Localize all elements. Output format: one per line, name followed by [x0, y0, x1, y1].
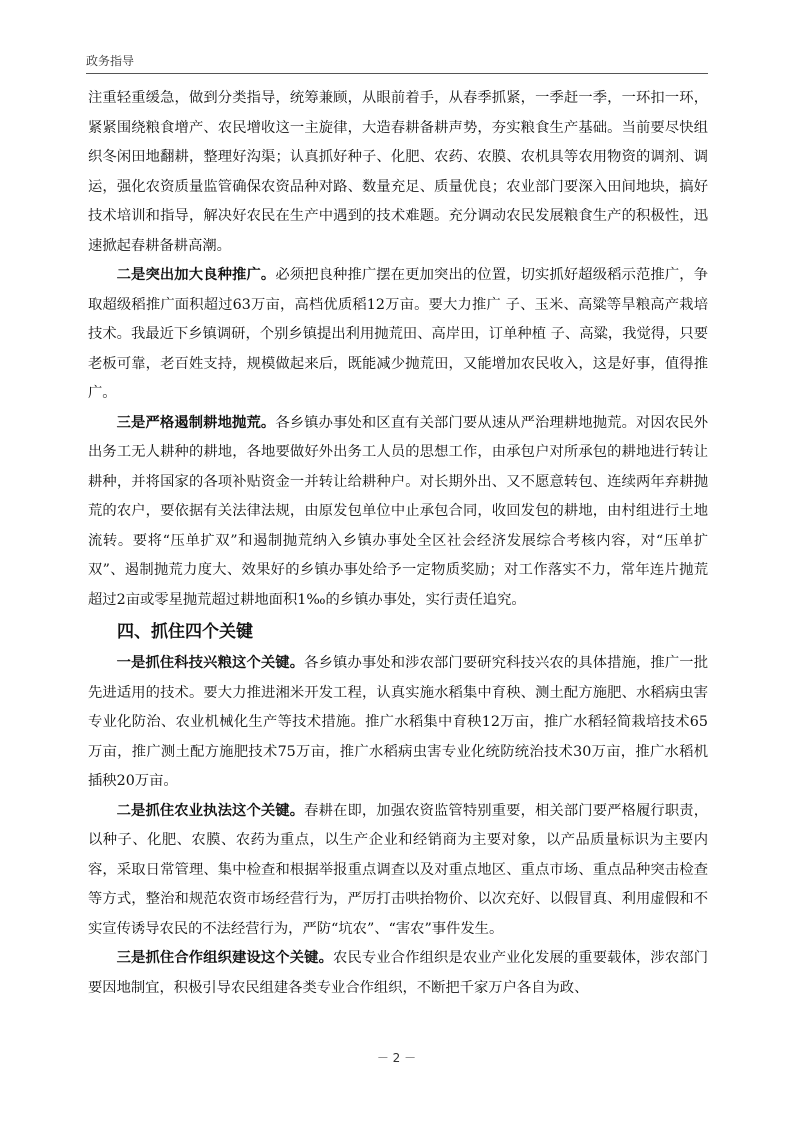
paragraph-continuation: [88, 84, 708, 261]
paragraph-lead: 二是抓住农业执法这个关键。: [116, 802, 305, 819]
paragraph-technology: [88, 649, 708, 797]
paragraph-lead: 二是突出加大良种推广。: [116, 267, 276, 283]
page-number: － 2 －: [376, 1051, 417, 1065]
paragraph-lead: 三是严格遏制耕地抛荒。: [116, 414, 276, 431]
paragraph-seed-promotion: [88, 261, 708, 409]
paragraph-text: 农民专业合作组织是农业产业化发展的重要载体，涉农部门要因地制宜，积极引导农民组建各类专业合作组织，不断把千家万户各自为政、: [88, 950, 709, 996]
paragraph-lead: 三是抓住合作组织建设这个关键。: [116, 950, 334, 966]
paragraph-farmland-abandonment: [88, 409, 708, 616]
paragraph-cooperatives: [88, 944, 708, 1003]
paragraph-text: 春耕在即，加强农资监管特别重要，相关部门要严格履行职责，以种子、化肥、农膜、农药为重点，以生产企业和经销商为主要对象，以产品质量标识为主要内容，采取日常管理、集中检查和根据举报重点调查以及对重点地区、重点市场、重点品种突击检查等方式，整治和规范农资市场经营行为，严厉打击哄抬物价、以次充好、以假冒真、利用虚假和不实宣传诱导农民的不法经营行为，严防“坑农”、“害农”事件发生。: [88, 802, 708, 937]
paragraph-text: 必须把良种推广摆在更加突出的位置，切实抓好超级稻示范推广，争取超级稻推广面积超过63万亩，高档优质稻12万亩。要大力推广 子、玉米、高粱等旱粮高产栽培技术。我最近下乡镇调研，个别乡镇提出利用抛荒田、高岸田，订单种植 子、高粱，我觉得，只要老板可靠，老百姓支持，规模做起来后，既能减少抛荒田，又能增加农民收入，这是好事，值得推广。: [88, 267, 709, 401]
document-body: [88, 84, 708, 1003]
paragraph-text: 各乡镇办事处和区直有关部门要从速从严治理耕地抛荒。对因农民外出务工无人耕种的耕地，各地要做好外出务工人员的思想工作，由承包户对所承包的耕地进行转让耕种，并将国家的各项补贴资金一并转让给耕种户。对长期外出、又不愿意转包、连续两年弃耕抛荒的农户，要依据有关法律法规，由原发包单位中止承包合同，收回发包的耕地，由村组进行土地流转。要将“压单扩双”和遏制抛荒纳入乡镇办事处全区社会经济发展综合考核内容，对“压单扩双”、遏制抛荒力度大、效果好的乡镇办事处给予一定物质奖励；对工作落实不力，常年连片抛荒超过2亩或零星抛荒超过耕地面积1‰的乡镇办事处，实行责任追究。: [88, 414, 709, 608]
paragraph-text: 各乡镇办事处和涉农部门要研究科技兴农的具体措施，推广一批先进适用的技术。要大力推进湘米开发工程，认真实施水稻集中育秧、测土配方施肥、水稻病虫害专业化防治、农业机械化生产等技术措施。推广水稻集中育秧12万亩，推广水稻轻简栽培技术65万亩，推广测土配方施肥技术75万亩，推广水稻病虫害专业化统防统治技术30万亩，推广水稻机插秧20万亩。: [88, 655, 708, 789]
section-heading: 四、抓住四个关键: [117, 622, 253, 642]
paragraph-law-enforcement: [88, 797, 708, 945]
header-title: 政务指导: [86, 54, 135, 68]
paragraph-lead: 一是抓住科技兴粮这个关键。: [116, 655, 305, 671]
paragraph-text: 注重轻重缓急，做到分类指导，统筹兼顾，从眼前着手，从春季抓紧，一季赶一季，一环扣一环，紧紧围绕粮食增产、农民增收这一主旋律，大造春耕备耕声势，夯实粮食生产基础。当前要尽快组织冬闲田地翻耕，整理好沟渠；认真抓好种子、化肥、农药、农膜、农机具等农用物资的调剂、调运，强化农资质量监管确保农资品种对路、数量充足、质量优良；农业部门要深入田间地块，搞好技术培训和指导，解决好农民在生产中遇到的技术难题。充分调动农民发展粮食生产的积极性，迅速掀起春耕备耕高潮。: [88, 90, 708, 254]
running-header: [86, 46, 708, 74]
header-rule: [86, 73, 708, 74]
